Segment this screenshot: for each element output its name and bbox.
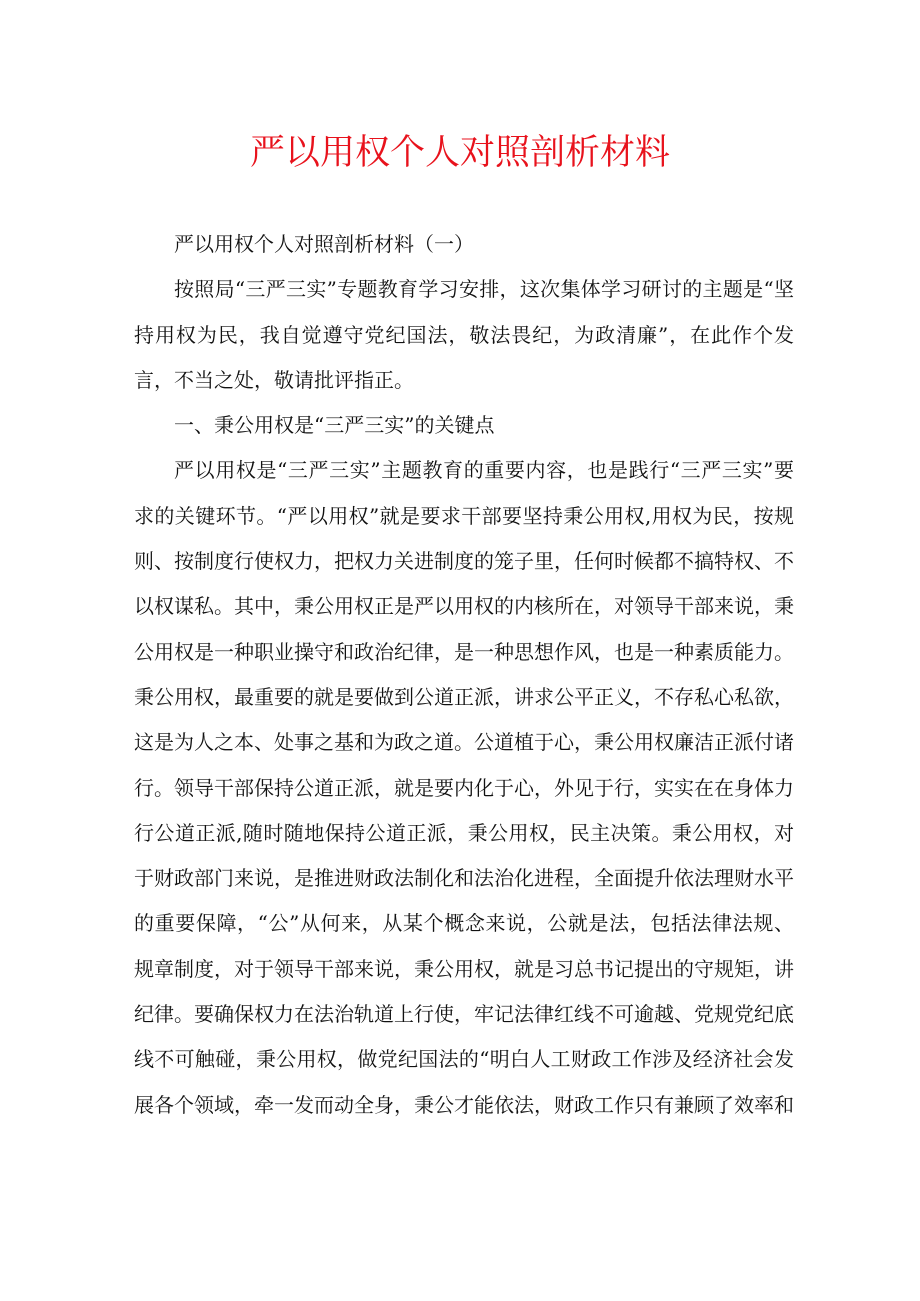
subtitle-paragraph: 严以用权个人对照剖析材料（一） xyxy=(174,232,474,256)
document-title: 严以用权个人对照剖析材料 xyxy=(249,133,670,173)
document-body xyxy=(134,222,794,1128)
section-heading: 一、秉公用权是“三严三实”的关键点 xyxy=(174,413,495,438)
body-paragraph: 严以用权是“三严三实”主题教育的重要内容，也是践行“三严三实”要求的关键环节。“严以用权”就是要求干部要坚持秉公用权,用权为民，按规则、按制度行使权力，把权力关进制度的笼子里，任何时候都不搞特权、不以权谋私。其中，秉公用权正是严以用权的内核所在，对领导干部来说，秉公用权是一种职业操守和政治纪律，是一种思想作风，也是一种素质能力。秉公用权，最重要的就是要做到公道正派，讲求公平正义，不存私心私欲，这是为人之本、处事之基和为政之道。公道植于心，秉公用权廉洁正派付诸行。领导干部保持公道正派，就是要内化于心，外见于行，实实在在身体力行公道正派,随时随地保持公道正派，秉公用权，民主决策。秉公用权，对于财政部门来说，是推进财政法制化和法治化进程，全面提升依法理财水平的重要保障，“公”从何来，从某个概念来说，公就是法，包括法律法规、规章制度，对于领导干部来说，秉公用权，就是习总书记提出的守规矩，讲纪律。要确保权力在法治轨道上行使，牢记法律红线不可逾越、党规党纪底线不可触碰，秉公用权，做党纪国法的“明白人工财政工作涉及经济社会发展各个领域，牵一发而动全身，秉公才能依法，财政工作只有兼顾了效率和 xyxy=(134,458,794,1117)
intro-paragraph: 按照局“三严三实”专题教育学习安排，这次集体学习研讨的主题是“坚持用权为民，我自觉遵守党纪国法，敬法畏纪，为政清廉”，在此作个发言，不当之处，敬请批评指正。 xyxy=(134,277,794,392)
